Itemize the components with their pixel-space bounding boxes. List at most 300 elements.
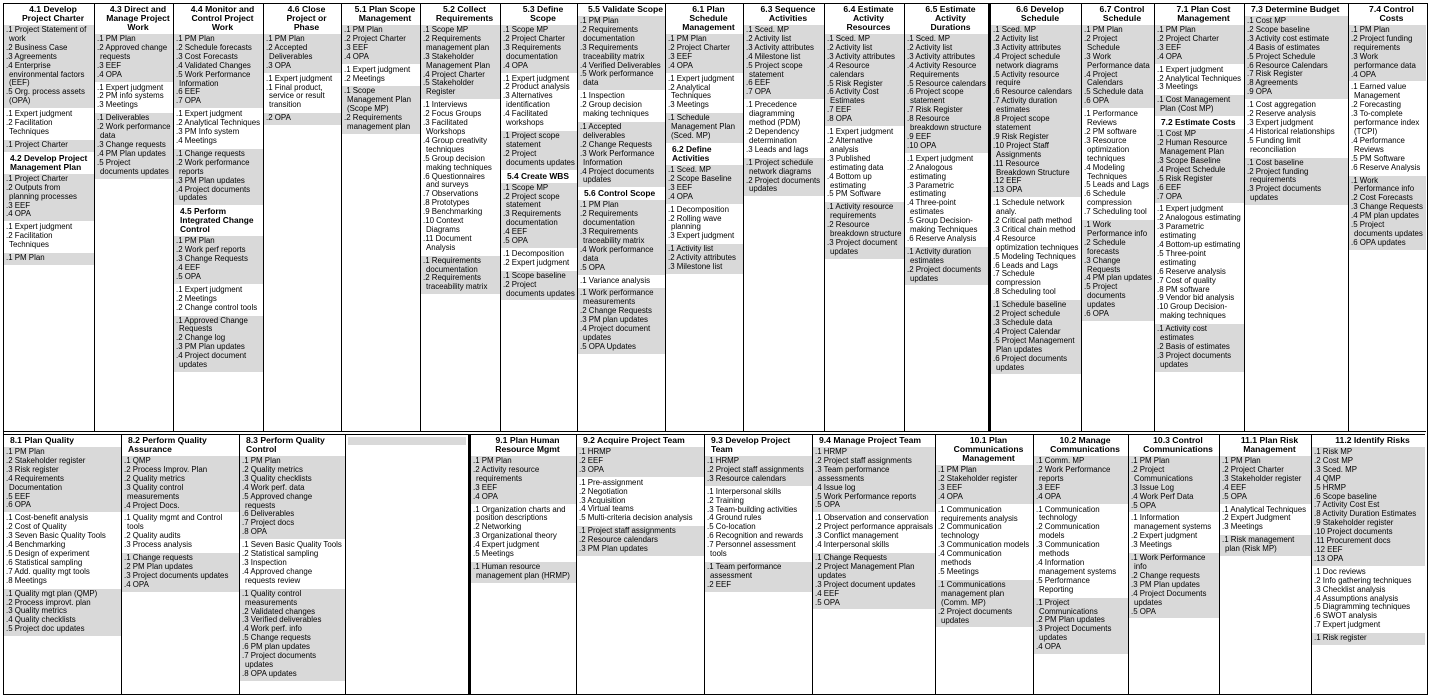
process-item: .3 Inspection (242, 557, 287, 567)
process-item: .3 EEF (1036, 482, 1061, 492)
process-item: .3 EEF (668, 51, 693, 61)
process-item: .2 Stakeholder register (938, 473, 1018, 483)
process-item: .2 Change requests (1131, 570, 1200, 580)
process-item: .1 PM Plan (344, 25, 383, 34)
process-item: .1 Expert judgment (176, 284, 243, 294)
process-item: .1 PM Plan (1157, 25, 1196, 34)
process-item: .3 Resource calendars (707, 473, 786, 483)
process-item: .1 Information management systems (1131, 513, 1212, 532)
process-item: .4 PM plan updates (1351, 211, 1419, 221)
process-item: .4 EEF (1222, 482, 1247, 492)
process-item: .1 Cost aggregation (1247, 100, 1316, 110)
process-io-group (95, 113, 173, 178)
process-item: .1 Cost MP (1247, 16, 1287, 25)
process-item: .1 PM Plan (242, 456, 281, 465)
process-item: .1 Comm. MP (1036, 456, 1085, 465)
process-item: .7 Schedule compression (993, 269, 1041, 288)
process-item: .2 Analytical Techniques (1157, 73, 1242, 83)
process-item: .2 Project documents updates (746, 175, 821, 194)
process-item: .1 Project Charter (6, 173, 68, 183)
process-io-group (174, 236, 263, 284)
process-item: .1 HRMP (579, 447, 612, 456)
process-item: .7 Observations (423, 189, 479, 199)
process-item: .9 Benchmarking (423, 207, 483, 217)
process-item: .2 Info gathering techniques (1314, 575, 1412, 585)
process-item: .1 Variance analysis (580, 275, 651, 285)
process-item: .8 Prototypes (423, 198, 470, 208)
process-column (1155, 4, 1245, 431)
process-item: .1 Quality mgt plan (QMP) (6, 588, 98, 598)
process-item: .3 Project Documents updates (1036, 624, 1112, 643)
process-io-group (991, 25, 1081, 197)
process-item: .1 Performance Reviews (1084, 109, 1138, 128)
process-io-group (174, 316, 263, 372)
process-io-group (1155, 95, 1244, 116)
process-item: .2 Change control tools (176, 302, 258, 312)
process-item: .1 Sced. MP (668, 164, 711, 174)
process-item: .1 Project schedule network diagrams (746, 157, 814, 176)
process-item: .6 EEF (176, 87, 201, 97)
process-item: .1 PM Plan (1351, 25, 1390, 34)
process-item: .1 Expert judgment (503, 73, 570, 83)
process-item: .1 Risk MP (1314, 447, 1353, 456)
process-column (122, 435, 240, 695)
process-item: .2 Analogous estimating (907, 162, 953, 181)
process-item: .3 Requirements documentation (503, 209, 561, 228)
process-item: .4 Enterprise environmental factors (EEF) (6, 60, 85, 88)
process-tools-group (1312, 567, 1425, 632)
process-item: .5 Project Schedule (1247, 51, 1316, 61)
process-item: .4 Project Charter (423, 69, 485, 79)
process-item: .1 Communication technology (1036, 504, 1100, 523)
process-item: .3 Requirements traceability matrix (580, 42, 645, 61)
process-item: .5 Risk Register (1157, 173, 1213, 183)
process-item: .7 Cost of quality (1157, 275, 1216, 285)
process-item: .2 Validated changes (242, 606, 316, 616)
process-column (4, 4, 95, 431)
process-item: .6 Reserve Analysis (907, 233, 977, 243)
process-title: 8.1 Plan Quality (10, 435, 74, 445)
process-tools-group (174, 109, 263, 148)
process-item: .1 Expert judgment (6, 222, 73, 232)
process-item: .7 OPA (1157, 191, 1182, 201)
process-item: .1 Communication requirements analysis (938, 504, 1018, 523)
process-item: .7 OPA (746, 87, 771, 97)
process-tools-group (578, 91, 665, 121)
process-item: .2 Scope Baseline (668, 173, 732, 183)
process-item: .2 Dependency determination (746, 126, 800, 145)
process-item: .4 Project schedule network diagrams (993, 51, 1061, 70)
process-column (1312, 435, 1425, 695)
process-item: .1 Schedule network analy. (993, 198, 1065, 217)
process-io-group (825, 202, 904, 258)
process-item: .3 Communication models (938, 540, 1030, 550)
process-io-group (264, 113, 341, 125)
process-item: .2 Project Communications (1131, 464, 1193, 483)
process-item: .1 Work Performance info (1351, 175, 1415, 194)
process-io-group (813, 553, 935, 609)
process-item: .3 Resource optimization techniques (1084, 135, 1130, 163)
process-io-group (1155, 324, 1244, 372)
process-item: .4 Work perf. info (242, 624, 302, 634)
process-item: .1 Activity cost estimates (1157, 324, 1207, 343)
process-io-group (744, 25, 824, 99)
process-item: .1 Activity resource requirements (827, 202, 894, 221)
process-item: .5 OPA (503, 236, 528, 246)
process-item: .2 Project documents updates (503, 148, 575, 167)
process-item: .2 Project Charter (1157, 33, 1219, 43)
process-io-group (1349, 25, 1426, 81)
process-tools-group (122, 513, 239, 552)
process-title: 7.1 Plan Cost Management (1176, 4, 1231, 23)
process-tools-group (905, 154, 988, 246)
process-item: .5 OPA (1222, 491, 1247, 501)
process-item: .3 Stakeholder register (1222, 473, 1302, 483)
process-tools-group (936, 505, 1033, 579)
process-item: .2 Product analysis (503, 82, 570, 92)
process-item: .3 Acquisition (579, 495, 626, 505)
process-item: .2 Analytical Techniques (176, 118, 261, 128)
process-item: .6 Statistical sampling (6, 557, 83, 567)
process-io-group (813, 447, 935, 512)
process-item: .6 OPA (6, 500, 31, 510)
process-item: .3 Project documents updates (1157, 350, 1232, 369)
process-item: .2 Meetings (176, 293, 217, 303)
process-io-group (1245, 16, 1348, 99)
process-item: .3 Team-building activities (707, 504, 798, 514)
process-item: .7 EEF (827, 105, 852, 115)
process-item: .1 PM Plan (176, 34, 215, 43)
process-item: .2 Focus Groups (423, 109, 482, 119)
process-column (577, 435, 705, 695)
process-item: .5 Group decision making techniques (423, 153, 492, 172)
process-item: .1 Sced. MP (907, 34, 950, 43)
process-title: 4.2 Develop Project Management Plan (4, 152, 94, 173)
process-io-group (471, 562, 576, 583)
process-io-group (578, 200, 665, 274)
process-item: .2 Project Charter (668, 42, 730, 52)
process-tools-group (1129, 513, 1219, 552)
process-item: .1 Expert judgment (827, 127, 894, 137)
process-item: .2 PM software (1084, 126, 1137, 136)
process-item: .8 OPA (827, 114, 852, 124)
process-item: .4 OPA (97, 69, 122, 79)
process-item: .7 Add. quality mgt tools (6, 566, 90, 576)
process-column (936, 435, 1034, 695)
process-title: 9.1 Plan Human Resource Mgmt (495, 435, 560, 454)
process-item: .8 OPA updates (242, 668, 297, 678)
process-item: .10 Project Staff Assignments (993, 140, 1049, 159)
process-item: .4 Interpersonal skills (815, 540, 890, 550)
process-item: .3 Quality metrics (6, 606, 67, 616)
process-io-group (122, 456, 239, 512)
process-item: .4 OPA (1157, 51, 1182, 61)
process-item: .2 Project funding requirements (1351, 33, 1413, 52)
process-item: .3 Change Requests (176, 254, 248, 264)
process-title: 4.3 Direct and Manage Project Work (106, 4, 170, 32)
process-item: .8 Project scope statement (993, 114, 1050, 132)
process-item: .3 To-complete performance index (TCPI) (1351, 109, 1420, 136)
process-item: .1 Cost MP (1157, 129, 1197, 139)
process-item: .2 Analytical Techniques (668, 82, 711, 101)
process-item: .3 Stakeholder Management Plan (423, 51, 491, 70)
process-title: 9.4 Manage Project Team (819, 435, 922, 445)
process-item: .5 Project documents updates (97, 157, 169, 176)
process-item: .1 Decomposition (503, 248, 564, 258)
process-tools-group (4, 513, 121, 587)
process-item: .4 Project Calendar (993, 326, 1061, 336)
process-title: 6.5 Estimate Activity Durations (925, 4, 976, 32)
process-column (1220, 435, 1312, 695)
process-item: .4 PM Plan updates (97, 148, 166, 158)
process-item: .4 PM plan updates (1084, 273, 1152, 283)
process-io-group (1034, 456, 1128, 504)
process-item: .3 Project documents updates (124, 570, 229, 580)
process-tools-group (744, 100, 824, 156)
process-tools-group (4, 109, 94, 139)
process-item: .2 Project Charter (1222, 464, 1284, 474)
process-column (1034, 435, 1129, 695)
process-item: .5 OPA (176, 271, 201, 281)
process-item: .8 OPA (242, 527, 267, 537)
process-tools-group (1245, 100, 1348, 156)
process-item: .3 Cost Forecasts (176, 51, 238, 61)
process-item: .3 Change Requests (1351, 202, 1423, 212)
process-title: 6.4 Estimate Activity Resources (843, 4, 894, 32)
process-title: 5.4 Create WBS (501, 170, 577, 182)
process-item: .1 Sced. MP (746, 25, 789, 34)
process-item: .11 Resource Breakdown Structure (993, 158, 1070, 177)
process-item: .1 Cost Management Plan (Cost MP) (1157, 95, 1231, 114)
process-title: 4.4 Monitor and Control Project Work (190, 4, 255, 32)
process-item: .3 Meetings (1131, 540, 1172, 550)
process-item: .5 Project scope statement (746, 60, 803, 79)
process-item: .5 OPA (580, 262, 605, 272)
process-item: .5 Modeling Techniques (993, 251, 1076, 261)
process-item: .1 Work Performance info (1131, 553, 1206, 571)
process-item: .3 Project document updates (815, 579, 916, 589)
process-item: .3 Parametric estimating (907, 180, 954, 199)
process-item: .1 Approved Change Requests (176, 315, 248, 334)
process-title: 5.2 Collect Requirements (435, 4, 494, 23)
process-item: .4 OPA (1036, 491, 1061, 501)
process-item: .6 EEF (1157, 182, 1182, 192)
process-item: .13 OPA (993, 185, 1023, 195)
process-io-group (1245, 158, 1348, 206)
process-item: .1 Scope MP (423, 25, 469, 34)
process-item: .1 PM Plan (580, 16, 619, 25)
process-item: .7 Project documents updates (242, 651, 317, 669)
process-item: .2 Rolling wave planning (668, 213, 722, 232)
process-item: .5 Schedule data (1084, 87, 1144, 97)
process-io-group (666, 165, 743, 204)
process-item: .5 Diagramming techniques (1314, 602, 1411, 612)
process-item: .4 OPA (938, 491, 963, 501)
process-title: 6.7 Control Schedule (1099, 4, 1145, 23)
process-column (1129, 435, 1220, 695)
process-title: 5.1 Plan Scope Management (354, 4, 416, 23)
process-item: .5 Risk Register (827, 78, 883, 88)
process-io-group (174, 34, 263, 108)
process-item: .1 HRMP (815, 447, 848, 456)
process-column (346, 435, 469, 695)
process-item: .4 Ground rules (707, 513, 762, 523)
process-item: .5 Change requests (242, 633, 311, 643)
process-item: .1 Scope baseline (503, 270, 566, 280)
process-item: .2 Critical path method (993, 216, 1072, 226)
process-item: .2 Project documents updates (503, 279, 575, 298)
process-io-group (95, 34, 173, 82)
process-io-group (1312, 447, 1425, 566)
process-item: .7 Risk Register (907, 105, 963, 115)
process-item: .5 Group Decision-making Techniques (907, 216, 978, 235)
process-tools-group (421, 100, 500, 254)
process-item: .1 Change requests (124, 553, 193, 563)
process-item: .4 EEF (176, 263, 201, 273)
process-item: .1 PM Plan (266, 34, 305, 43)
process-item: .7 Personnel assessment tools (707, 540, 796, 559)
process-column (905, 4, 989, 431)
process-item: .6 EEF (746, 78, 771, 88)
process-item: .6 Leads and Lags (993, 260, 1058, 270)
process-item: .7 Project docs (242, 518, 295, 528)
process-item: .2 Activity list (907, 42, 953, 52)
process-io-group (240, 589, 345, 681)
process-item: .4 Activity Resource Requirements (907, 60, 977, 79)
process-column (501, 4, 578, 431)
process-tools-group (1349, 82, 1426, 174)
process-title: 6.2 Define Activities (666, 143, 743, 164)
process-chart-sheet (3, 3, 1428, 695)
process-item: .1 Doc reviews (1314, 566, 1366, 576)
process-column (421, 4, 501, 431)
process-item: .3 Milestone list (668, 262, 723, 272)
process-item: .10 Context Diagrams (423, 216, 464, 234)
process-item: .4 Work perf. data (242, 482, 305, 492)
process-item: .3 Work Performance data (1084, 51, 1150, 70)
process-item: .2 Project performance appraisals (815, 522, 933, 532)
process-item: .5 Funding limit reconciliation (1247, 135, 1301, 154)
process-item: .1 PM Plan (6, 253, 45, 263)
process-item: .1 Project staff assignments (579, 526, 676, 536)
process-item: .2 Basis of estimates (1157, 342, 1230, 351)
process-item: .4 OPA (1351, 69, 1376, 79)
process-item: .3 Meetings (668, 100, 709, 110)
process-io-group (1082, 25, 1154, 108)
process-item: .1 Final product, service or result transition (266, 82, 325, 110)
process-item: .2 Expert judgment (503, 257, 570, 267)
process-item: .1 Schedule Management Plan (Sced. MP) (668, 113, 736, 141)
process-item: .1 QMP (124, 456, 151, 465)
process-io-group (991, 300, 1081, 374)
process-item: .2 PM Plan updates (1036, 615, 1105, 625)
process-item: .7 Activity Cost Est (1314, 500, 1380, 510)
process-item: .1 Expert judgment (668, 73, 735, 83)
process-item: .4 Validated Changes (176, 60, 251, 70)
process-item: .2 Project staff assignments (707, 464, 804, 474)
process-item: .5 OPA (815, 500, 840, 510)
process-item: .2 Project Charter (344, 33, 406, 43)
process-item: .2 Business Case (6, 42, 68, 52)
process-item: .2 Scope baseline (1247, 24, 1310, 34)
process-item: .4 OPA (124, 579, 149, 589)
process-item: .3 EEF (668, 182, 693, 192)
process-tools-group (578, 276, 665, 288)
process-title: 8.2 Perform Quality Assurance (128, 435, 207, 454)
process-item: .3 PM Plan updates (176, 342, 245, 352)
process-item: .6 Scope baseline (1314, 491, 1377, 501)
process-item: .1 Requirements documentation (423, 255, 481, 274)
process-tools-group (342, 65, 420, 86)
process-item: .2 Activity list (746, 33, 792, 43)
process-item: .5 OPA (815, 597, 840, 607)
process-item: .4 Approved change requests review (242, 566, 313, 585)
process-item: .2 Requirements documentation (580, 24, 638, 43)
process-item: .2 Process improvt. plan (6, 597, 91, 607)
process-item: .4 Resource optimization techniques (993, 233, 1079, 252)
process-tools-group (471, 505, 576, 561)
process-item: .4 Project document updates (580, 324, 651, 342)
process-title: 4.5 Perform Integrated Change Control (174, 205, 263, 235)
process-item: .3 Sced. MP (1314, 464, 1357, 474)
process-item: .1 PM Plan (1084, 25, 1123, 34)
process-item: .6 Resource calendars (993, 87, 1072, 97)
process-title: 9.3 Develop Project Team (711, 435, 791, 454)
process-item: .4 Performance Reviews (1351, 135, 1405, 154)
process-item: .3 Organizational theory (473, 531, 557, 541)
process-io-group (471, 456, 576, 504)
process-item: .1 Expert judgment (907, 153, 974, 163)
process-title: 4.1 Develop Project Charter (21, 4, 85, 23)
process-item: .1 Risk register (1314, 633, 1367, 643)
process-column (342, 4, 421, 431)
process-item: .4 Basis of estimates (1247, 42, 1320, 52)
process-item: .3 PM Plan updates (1131, 579, 1200, 589)
process-item: .4 OPA (668, 191, 693, 201)
process-item: .1 Seven Basic Quality Tools (242, 540, 342, 550)
process-item: .3 Scope Baseline (1157, 155, 1221, 165)
process-io-group (577, 447, 704, 477)
process-item: .3 Risk register (6, 464, 59, 474)
process-item: .4 OPA (344, 51, 369, 61)
process-column (666, 4, 744, 431)
process-item: .5 Meetings (938, 566, 979, 576)
process-item: .4 Assumptions analysis (1314, 593, 1399, 603)
process-io-group (4, 447, 121, 512)
process-item: .6 PM plan updates (242, 642, 310, 652)
process-io-group (240, 456, 345, 539)
process-item: .4 Meetings (176, 135, 217, 145)
process-tools-group (1082, 109, 1154, 219)
process-tools-group (666, 74, 743, 113)
process-column (578, 4, 666, 431)
process-item: .1 Project Charter (6, 139, 68, 149)
process-item: .1 Sced. MP (827, 34, 870, 43)
process-item: .12 EEF (1314, 544, 1343, 554)
process-io-group (1155, 129, 1244, 203)
process-item: .1 Communications management plan (Comm. MP) (938, 579, 1006, 607)
process-tools-group (1155, 65, 1244, 95)
process-item: .1 Expert judgment (97, 82, 164, 92)
process-item: .1 Cost-benefit analysis (6, 513, 89, 523)
process-item: .3 Meetings (1157, 82, 1198, 92)
process-item: .4 Benchmarking (6, 540, 66, 550)
process-item: .1 Project Communications (1036, 597, 1098, 616)
process-io-group (501, 131, 577, 170)
process-item: .2 Human Resource Management Plan (1157, 138, 1228, 156)
process-item: .7 Scheduling tool (1084, 207, 1147, 217)
process-column (813, 435, 936, 695)
